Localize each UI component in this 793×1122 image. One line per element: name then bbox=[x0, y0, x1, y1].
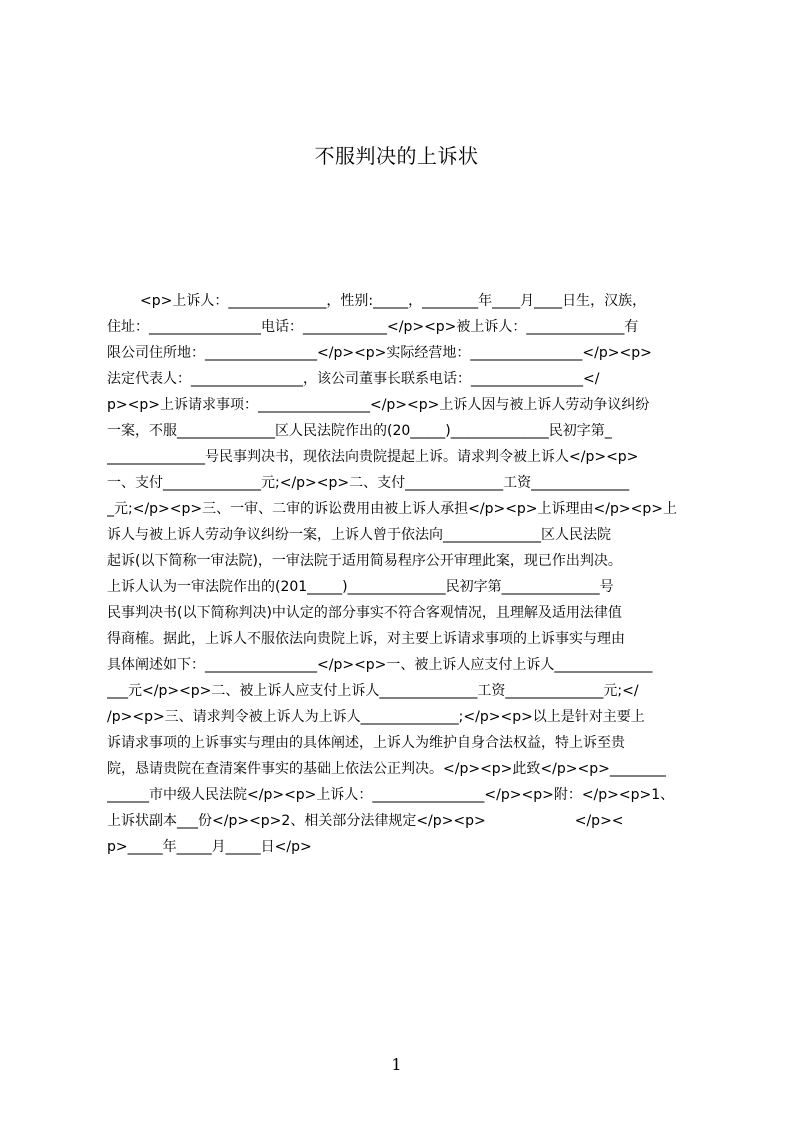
body-line: /p><p>三、请求判令被上诉人为上诉人______________;</p><p>以上是针对主要上 bbox=[107, 709, 645, 725]
body-line: 诉人与被上诉人劳动争议纠纷一案，上诉人曾于依法向______________区人民法院 bbox=[107, 527, 611, 543]
body-line: 民事判决书(以下简称判决)中认定的部分事实不符合客观情况，且理解及适用法律值 bbox=[107, 605, 622, 621]
body-line: 起诉(以下简称一审法院)，一审法院于适用简易程序公开审理此案，现已作出判决。 bbox=[107, 553, 622, 569]
body-line: 一案，不服______________区人民法院作出的(20_____)______________民初字第_ bbox=[107, 423, 612, 439]
body-line: ______市中级人民法院</p><p>上诉人：________________</p><p>附：</p><p>1、 bbox=[107, 787, 675, 803]
body-line: 得商榷。据此，上诉人不服依法向贵院上诉，对主要上诉请求事项的上诉事实与理由 bbox=[107, 631, 625, 647]
body-line: <p>上诉人：______________，性别:_____，________年____月____日生，汉族， bbox=[140, 293, 647, 309]
body-line: 上诉状副本___份</p><p>2、相关部分法律规定</p><p> </p>< bbox=[107, 813, 624, 829]
body-line: ______________号民事判决书，现依法向贵院提起上诉。请求判令被上诉人</p><p> bbox=[107, 449, 639, 465]
body-line: p>_____年_____月_____日</p> bbox=[107, 839, 312, 855]
body-line: 限公司住所地：________________</p><p>实际经营地：________________</p><p> bbox=[107, 345, 652, 361]
body-line: 具体阐述如下：________________</p><p>一、被上诉人应支付上诉人______________ bbox=[107, 657, 653, 673]
body-line: 住址：________________电话：____________</p><p>被上诉人：______________有 bbox=[107, 319, 639, 335]
body-line: 一、支付______________元;</p><p>二、支付______________工资______________ bbox=[107, 475, 630, 491]
page-number: 1 bbox=[391, 1055, 402, 1074]
page-title: 不服判决的上诉状 bbox=[314, 144, 479, 168]
body-line: 诉请求事项的上诉事实与理由的具体阐述，上诉人为维护自身合法权益，特上诉至贵 bbox=[107, 735, 625, 751]
body-line: ___元</p><p>二、被上诉人应支付上诉人______________工资______________元;</ bbox=[107, 683, 639, 699]
body-line: 院，恳请贵院在查清案件事实的基础上依法公正判决。</p><p>此致</p><p>________ bbox=[107, 761, 666, 777]
body-line: 法定代表人：________________，该公司董事长联系电话：________________</ bbox=[107, 371, 600, 387]
document-body bbox=[107, 288, 697, 860]
body-line: 上诉人认为一审法院作出的(201_____)______________民初字第______________号 bbox=[107, 579, 614, 595]
body-line: _元;</p><p>三、一审、二审的诉讼费用由被上诉人承担</p><p>上诉理由</p><p>上 bbox=[107, 501, 677, 517]
body-line: p><p>上诉请求事项：________________</p><p>上诉人因与被上诉人劳动争议纠纷 bbox=[107, 397, 650, 413]
